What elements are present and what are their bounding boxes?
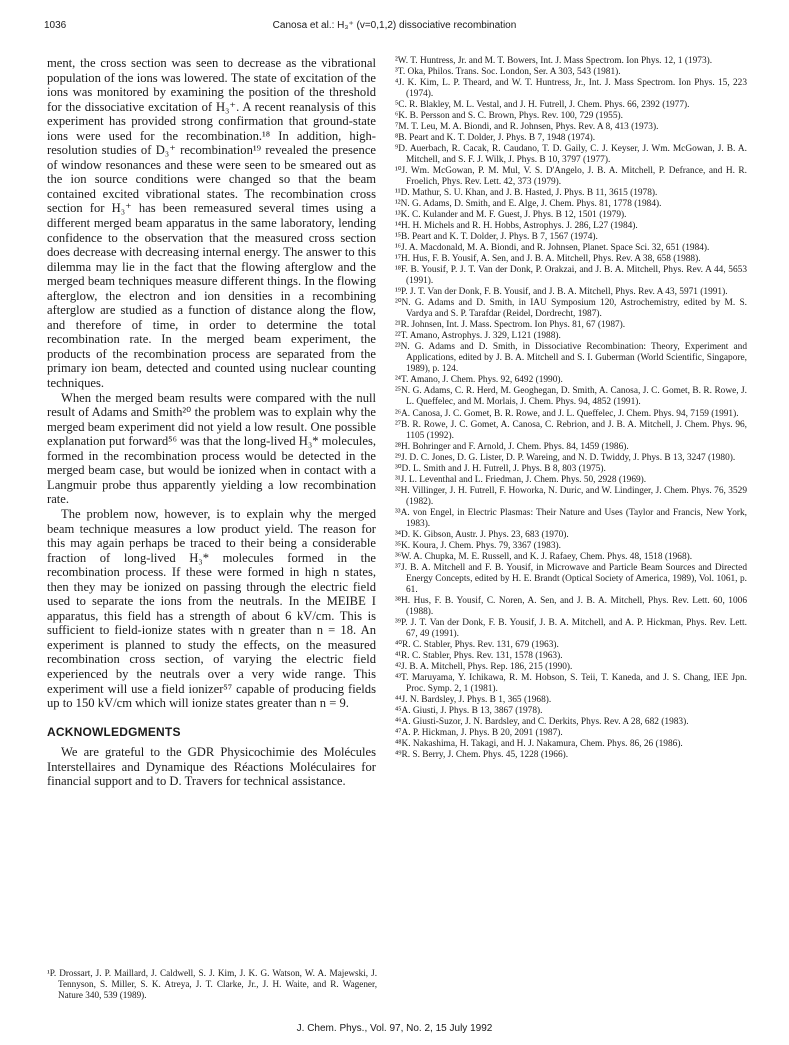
page-number: 1036 [44, 20, 67, 31]
reference-entry: ⁶K. B. Persson and S. C. Brown, Phys. Rev. 100, 729 (1955). [395, 111, 623, 122]
reference-entry: ²⁹J. D. C. Jones, D. G. Lister, D. P. Wareing, and N. D. Twiddy, J. Phys. B 13, 3247 (1980). [395, 452, 736, 463]
reference-entry: ⁷M. T. Leu, M. A. Biondi, and R. Johnsen, Phys. Rev. A 8, 413 (1973). [395, 122, 659, 133]
reference-entry: ³⁵K. Koura, J. Chem. Phys. 79, 3367 (1983). [395, 540, 561, 551]
reference-entry: ¹⁹P. J. T. Van der Donk, F. B. Yousif, and J. B. A. Mitchell, Phys. Rev. A 43, 5971 (1991). [395, 287, 728, 298]
reference-entry: ¹¹D. Mathur, S. U. Khan, and J. B. Hasted, J. Phys. B 11, 3615 (1978). [395, 188, 658, 199]
reference-entry: ⁹D. Auerbach, R. Cacak, R. Caudano, T. D. Gaily, C. J. Keyser, J. Wm. McGowan, J. B. A. Mitchell, and S. F. J. Wilk, J. Phys. B 10, 3797 (1977). [395, 144, 747, 166]
reference-entry: ²⁰N. G. Adams and D. Smith, in IAU Symposium 120, Astrochemistry, edited by M. S. Vardya and S. P. Tarafdar (Reidel, Dordrecht, 1987). [395, 298, 747, 320]
reference-entry: ⁴⁶A. Giusti-Suzor, J. N. Bardsley, and C. Derkits, Phys. Rev. A 28, 682 (1983). [395, 716, 689, 727]
reference-entry: ²¹R. Johnsen, Int. J. Mass. Spectrom. Ion Phys. 81, 67 (1987). [395, 320, 626, 331]
reference-entry: ²⁴T. Amano, J. Chem. Phys. 92, 6492 (1990). [395, 375, 563, 386]
reference-entry: ¹⁴H. H. Michels and R. H. Hobbs, Astrophys. J. 286, L27 (1984). [395, 221, 638, 232]
reference-entry: ³⁷J. B. A. Mitchell and F. B. Yousif, in Microwave and Particle Beam Sources and Directed Energy Concepts, edited by H. E. Brandt (Optical Society of America, 1989), Vol. 1061, p. 61. [395, 562, 747, 595]
reference-entry: ³⁹P. J. T. Van der Donk, F. B. Yousif, J. B. A. Mitchell, and A. P. Hickman, Phys. Rev. Lett. 67, 49 (1991). [395, 617, 747, 639]
reference-entry: ³³A. von Engel, in Electric Plasmas: Their Nature and Uses (Taylor and Francis, New York, 1983). [395, 507, 747, 529]
reference-entry: ²⁶A. Canosa, J. C. Gomet, B. R. Rowe, and J. L. Queffelec, J. Chem. Phys. 94, 7159 (1991). [395, 408, 739, 419]
body-paragraph: ment, the cross section was seen to decrease as the vibrational population of the ions was lowered. The state of excitation of the ions was monitored by examining the position of the threshold for the dissociative excitation of H₃⁺. A recent reanalysis of this experiment has provided strong confirmation that ground-state ions were used for the recombination.¹⁸ In addition, high-resolution studies of D₃⁺ recombination¹⁹ revealed the presence of window resonances and these were seen to be smeared out as the ion source conditions were changed so that the beam contained excited vibrational states. The recombination cross section for H₃⁺ has been remeasured several times using a different merged beam apparatus in the same laboratory, lending confidence to the observation that the measured cross section does decrease with decreasing internal energy. The answer to this dilemma may lie in the fact that the flowing afterglow and the merged beam techniques measure different things. In the flowing afterglow, the electron and ion densities in a recombining afterglow are studied as a function of distance along the flow, and therefore of time, in order to determine the total recombination rate. In the merged beam experiment, the products of the recombination process are separated from the primary ion beam, detected and counted using nuclear counting techniques. [47, 56, 376, 391]
reference-entry: ²⁵N. G. Adams, C. R. Herd, M. Geoghegan, D. Smith, A. Canosa, J. C. Gomet, B. R. Rowe, J. L. Queffelec, and M. Morlais, J. Chem. Phys. 94, 4852 (1991). [395, 386, 747, 408]
reference-entry: ³⁴D. K. Gibson, Austr. J. Phys. 23, 683 (1970). [395, 529, 569, 540]
reference-entry: ²³N. G. Adams and D. Smith, in Dissociative Recombination: Theory, Experiment and Applications, edited by J. B. A. Mitchell and S. I. Guberman (World Scientific, Singapore, 1989), p. 124. [395, 342, 747, 375]
reference-entry: ³⁶W. A. Chupka, M. E. Russell, and K. J. Rafaey, Chem. Phys. 48, 1518 (1968). [395, 551, 693, 562]
reference-entry: ⁴⁷A. P. Hickman, J. Phys. B 20, 2091 (1987). [395, 727, 563, 738]
reference-entry: ⁴⁰R. C. Stabler, Phys. Rev. 131, 679 (1963). [395, 639, 559, 650]
reference-entry: ⁴⁴J. N. Bardsley, J. Phys. B 1, 365 (1968). [395, 694, 552, 705]
reference-entry: ⁵C. R. Blakley, M. L. Vestal, and J. H. Futrell, J. Chem. Phys. 66, 2392 (1977). [395, 100, 690, 111]
page-header [44, 20, 745, 36]
reference-entry: ¹⁸F. B. Yousif, P. J. T. Van der Donk, P. Orakzai, and J. B. A. Mitchell, Phys. Rev. A 44, 5653 (1991). [395, 265, 747, 287]
running-head: Canosa et al.: H₃⁺ (v=0,1,2) dissociative recombination [272, 20, 517, 31]
reference-entry: ³⁸H. Hus, F. B. Yousif, C. Noren, A. Sen, and J. B. A. Mitchell, Phys. Rev. Lett. 60, 1006 (1988). [395, 595, 747, 617]
acknowledgments-heading: ACKNOWLEDGMENTS [47, 724, 181, 739]
reference-entry: ⁴⁹R. S. Berry, J. Chem. Phys. 45, 1228 (1966). [395, 749, 569, 760]
reference-entry: ³⁰D. L. Smith and J. H. Futrell, J. Phys. B 8, 803 (1975). [395, 463, 606, 474]
reference-entry: ⁴³T. Maruyama, Y. Ichikawa, R. M. Hobson, S. Teii, T. Kaneda, and J. S. Chang, IEE Jpn. Proc. Symp. 2, 1 (1981). [395, 672, 747, 694]
reference-entry: ⁴²J. B. A. Mitchell, Phys. Rep. 186, 215 (1990). [395, 661, 573, 672]
body-paragraph: The problem now, however, is to explain why the merged beam technique measures a low product yield. The reason for this may again perhaps be traced to their being a considerable fraction of long-lived H₃* molecules formed in the recombination process. If these were formed in high n states, then they may be ionized on passing through the electric field used to separate the ions from the neutrals. In the MEIBE I apparatus, this field has a strength of about 6 kV/cm. This is sufficient to field-ionize states with n greater than n = 18. An experiment is planned to study the effects, on the measured recombination cross section, of varying the electric field experienced by the neutrals over a very wide range. This experiment will use a field ionizer⁵⁷ capable of producing fields up to 150 kV/cm which will ionize states greater than n = 9. [47, 506, 376, 711]
reference-entry: ¹⁵B. Peart and K. T. Dolder, J. Phys. B 7, 1567 (1974). [395, 232, 598, 243]
acknowledgments-text: We are grateful to the GDR Physicochimie des Molécules Interstellaires and Dynamique des Réactions Moléculaires for financial support and to D. Travers for technical assistance. [47, 745, 376, 789]
reference-entry: ²²T. Amano, Astrophys. J. 329, L121 (1988). [395, 331, 561, 342]
reference-entry: ⁴⁵A. Giusti, J. Phys. B 13, 3867 (1978). [395, 705, 543, 716]
reference-entry: ³²H. Villinger, J. H. Futrell, F. Howorka, N. Duric, and W. Lindinger, J. Chem. Phys. 76, 3529 (1982). [395, 485, 747, 507]
footnote-reference-1: ¹P. Drossart, J. P. Maillard, J. Caldwell, S. J. Kim, J. K. G. Watson, W. A. Majewski, J. Tennyson, S. Miller, S. K. Atreya, J. T. Clarke, Jr., J. H. Waite, and R. Wagener, Nature 340, 539 (1989). [47, 968, 377, 1000]
reference-entry: ⁸B. Peart and K. T. Dolder, J. Phys. B 7, 1948 (1974). [395, 133, 596, 144]
reference-entry: ⁴J. K. Kim, L. P. Theard, and W. T. Huntress, Jr., Int. J. Mass Spectrom. Ion Phys. 15, 223 (1974). [395, 78, 747, 100]
reference-entry: ²⁸H. Bohringer and F. Arnold, J. Chem. Phys. 84, 1459 (1986). [395, 441, 629, 452]
reference-entry: ¹³K. C. Kulander and M. F. Guest, J. Phys. B 12, 1501 (1979). [395, 210, 627, 221]
left-column [47, 56, 376, 789]
reference-entry: ⁴¹R. C. Stabler, Phys. Rev. 131, 1578 (1963). [395, 650, 563, 661]
body-paragraph: When the merged beam results were compared with the null result of Adams and Smith²⁰ the problem was to explain why the merged beam experiment did not yield a low result. One possible explanation put forward⁵⁶ was that the long-lived H₃* molecules, formed in the recombination process would be detected in the merged beam case, but would be ionized when in contact with a Langmuir probe thus apparently yielding a low recombination rate. [47, 390, 376, 507]
reference-entry: ¹⁶J. A. Macdonald, M. A. Biondi, and R. Johnsen, Planet. Space Sci. 32, 651 (1984). [395, 243, 710, 254]
reference-entry: ⁴⁸K. Nakashima, H. Takagi, and H. J. Nakamura, Chem. Phys. 86, 26 (1986). [395, 738, 683, 749]
reference-entry: ¹⁰J. Wm. McGowan, P. M. Mul, V. S. D'Angelo, J. B. A. Mitchell, P. Defrance, and H. R. Froelich, Phys. Rev. Lett. 42, 373 (1979). [395, 166, 747, 188]
reference-entry: ²⁷B. R. Rowe, J. C. Gomet, A. Canosa, C. Rebrion, and J. B. A. Mitchell, J. Chem. Phys. 96, 1105 (1992). [395, 419, 747, 441]
reference-entry: ²W. T. Huntress, Jr. and M. T. Bowers, Int. J. Mass Spectrom. Ion Phys. 12, 1 (1973). [395, 56, 713, 66]
reference-entry: ³¹J. L. Leventhal and L. Friedman, J. Chem. Phys. 50, 2928 (1969). [395, 474, 647, 485]
reference-list [395, 56, 747, 761]
reference-entry: ³T. Oka, Philos. Trans. Soc. London, Ser. A 303, 543 (1981). [395, 67, 621, 78]
journal-footer: J. Chem. Phys., Vol. 97, No. 2, 15 July 1992 [296, 1023, 493, 1034]
left-footnote [47, 968, 377, 1001]
reference-entry: ¹²N. G. Adams, D. Smith, and E. Alge, J. Chem. Phys. 81, 1778 (1984). [395, 199, 662, 210]
reference-entry: ¹⁷H. Hus, F. B. Yousif, A. Sen, and J. B. A. Mitchell, Phys. Rev. A 38, 658 (1988). [395, 254, 701, 265]
